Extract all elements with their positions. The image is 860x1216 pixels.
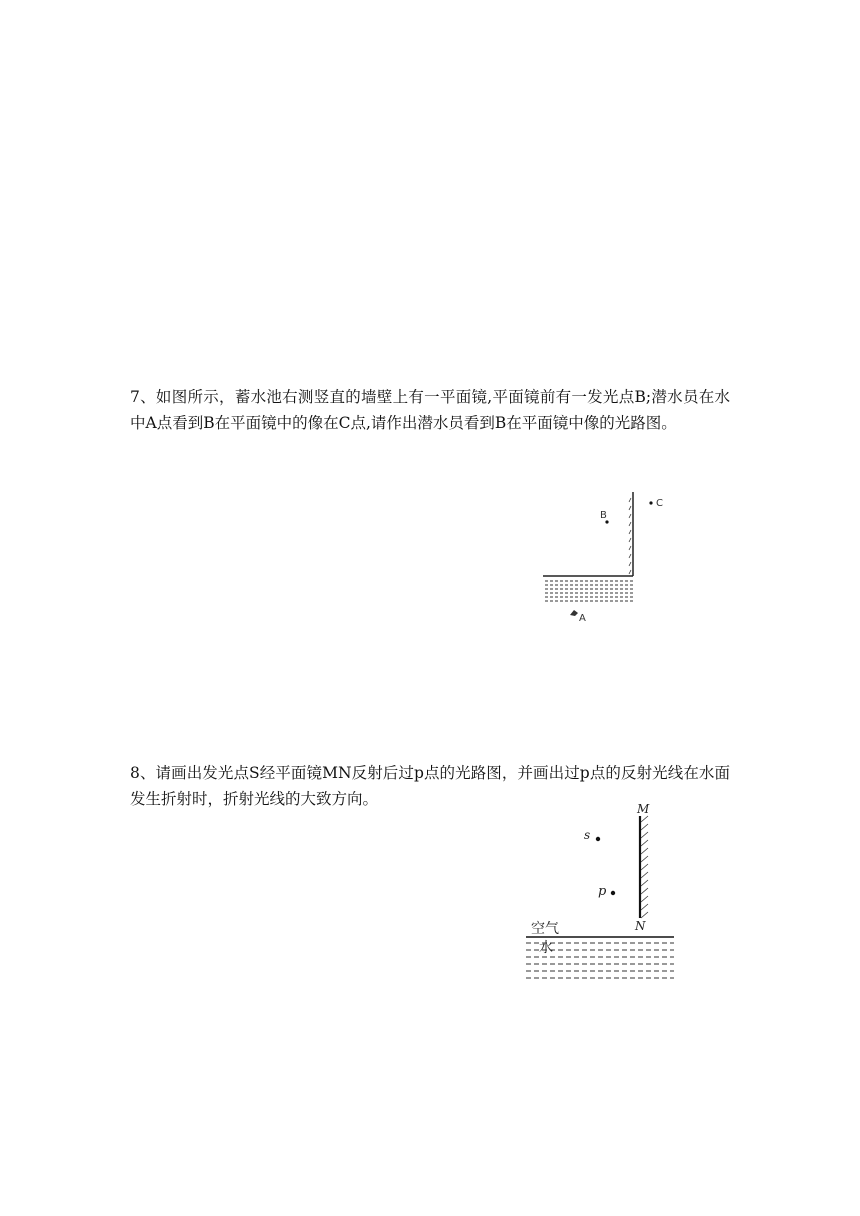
label-water: 水	[539, 940, 553, 956]
point-s	[596, 837, 600, 841]
mirror-mn-hatch	[641, 816, 648, 918]
label-a: A	[579, 613, 586, 624]
point-c	[649, 501, 652, 504]
water-dashes	[545, 581, 633, 601]
label-air: 空气	[531, 921, 559, 937]
diver-icon	[570, 610, 578, 616]
label-c: C	[656, 498, 663, 509]
label-p: p	[598, 884, 607, 899]
label-b: B	[600, 510, 607, 521]
point-p	[611, 891, 615, 895]
label-m: M	[637, 802, 650, 816]
question-7-figure	[535, 488, 675, 628]
question-7-text: 7、如图所示，蓄水池右测竖直的墙壁上有一平面镜,平面镜前有一发光点B;潜水员在水中A点看到B在平面镜中的像在C点,请作出潜水员看到B在平面镜中像的光路图。	[130, 388, 730, 432]
label-n: N	[635, 919, 646, 933]
question-8-figure	[520, 800, 680, 990]
mirror-hatch	[629, 498, 631, 574]
question-8-text: 8、请画出发光点S经平面镜MN反射后过p点的光路图，并画出过p点的反射光线在水面发生折射时，折射光线的大致方向。	[130, 764, 730, 808]
label-s: s	[584, 828, 591, 842]
